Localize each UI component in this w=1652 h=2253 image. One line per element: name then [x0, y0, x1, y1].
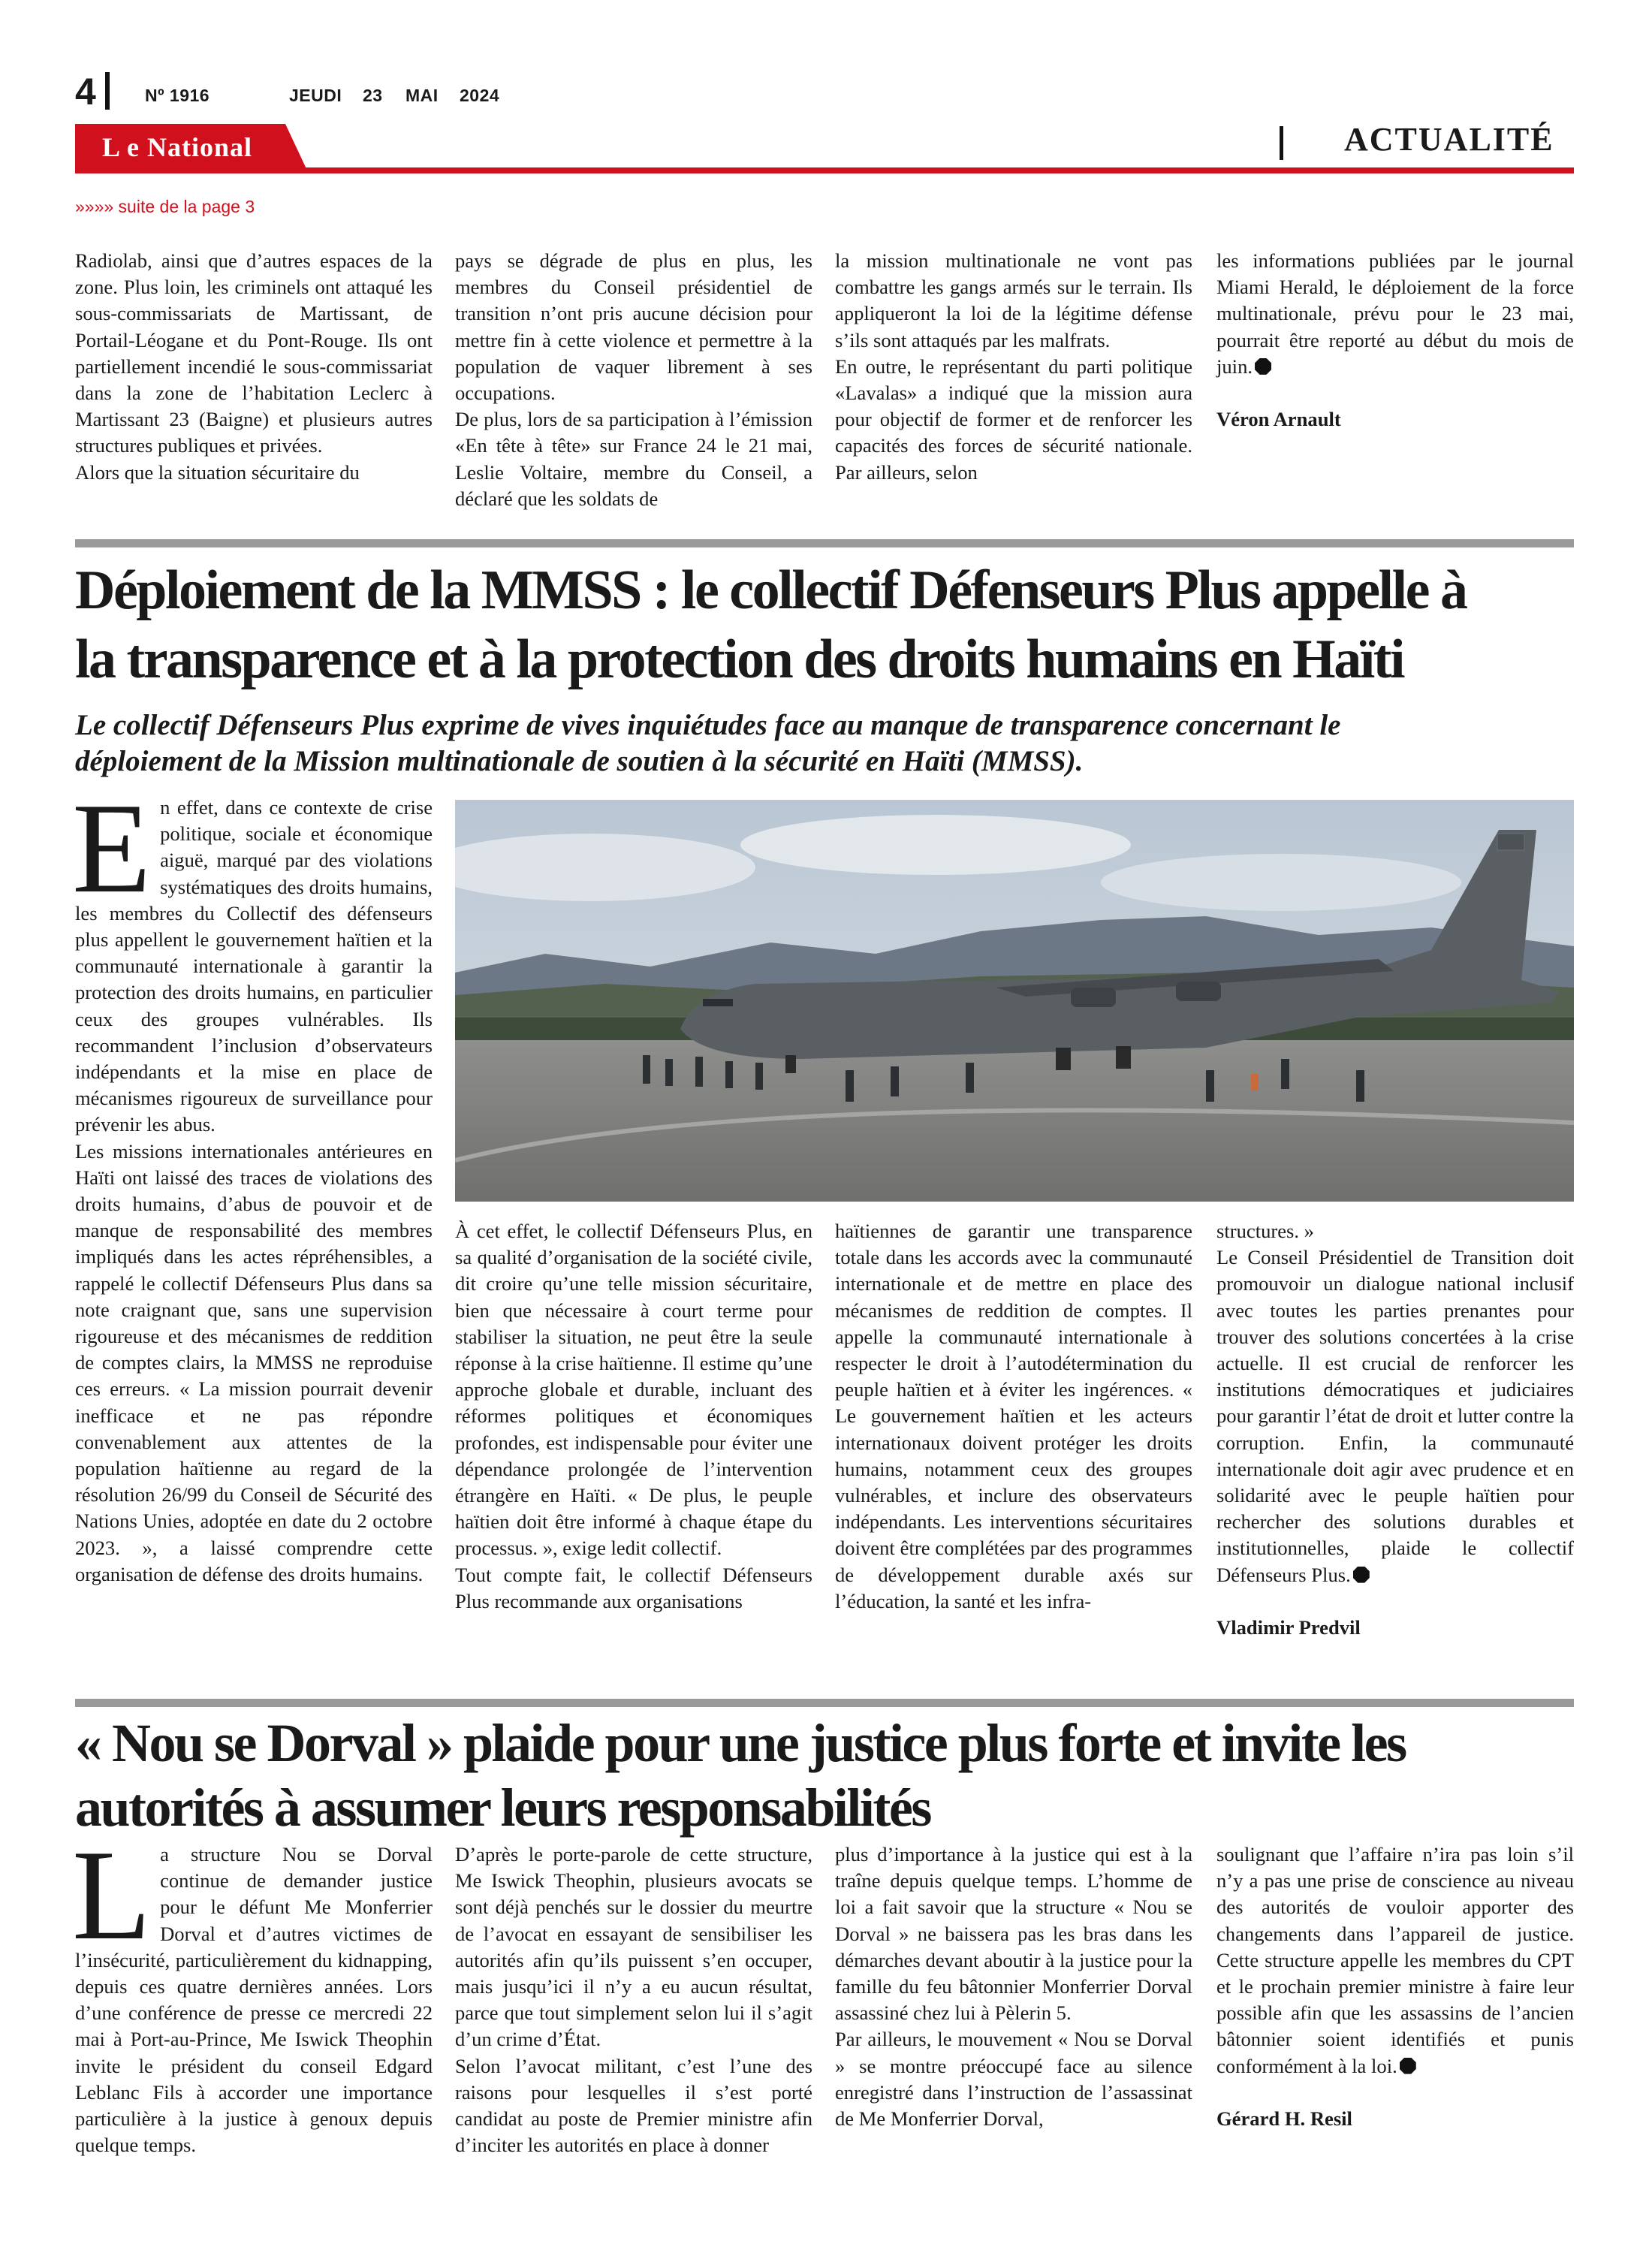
issue-month: MAI [405, 86, 439, 105]
author-byline: Véron Arnault [1216, 408, 1341, 431]
paragraph: haïtiennes de garantir une transparence totale dans les accords avec la communauté internationale et de mettre en place des mécanismes de reddition de comptes. Il appelle la communauté internationale à respecter le droit à l’autodétermination du peuple haïtien et à éviter les ingérences. « Le gouvernement haïtien et les acteurs internationaux doivent protéger les droits humains, notamment ceux des groupes vulnérables, et inclure des observateurs indépendants. Les interventions sécuritaires doivent être complétées par des programmes de développement durable axés sur l’éducation, la santé et les infra- [835, 1220, 1192, 1612]
photo-illustration [455, 800, 1574, 1202]
story3-column-2 [455, 1841, 812, 2158]
paragraph: la mission multinationale ne vont pas combattre les gangs armés sur le terrain. Ils appliqueront la loi de la légitime défense s’ils sont attaqués par les malfrats. [835, 249, 1192, 351]
paragraph: À cet effet, le collectif Défenseurs Plus, en sa qualité d’organisation de la société civile, dit croire qu’une telle mission sécuritaire, bien que nécessaire à court terme pour stabiliser la situation, ne peut être la seule réponse à la crise haïtienne. Il estime qu’une approche globale et durable, incluant des réformes politiques et économiques profondes, est indispensable pour éviter une dépendance prolongée de l’intervention étrangère en Haïti. « De plus, le peuple haïtien doit être informé à chaque étape du processus. », exige ledit collectif. [455, 1220, 812, 1560]
article-headline [75, 1711, 1584, 1840]
headline-line: autorités à assumer leurs responsabilités [75, 1778, 930, 1838]
headline-line: Déploiement de la MMSS : le collectif Défenseurs Plus appelle à [75, 559, 1467, 621]
story1-column-2 [455, 248, 812, 512]
article-standfirst [75, 707, 1577, 780]
story2-column-3 [835, 1218, 1192, 1615]
paragraph: Les missions internationales antérieures en Haïti ont laissé des traces de violations des droits humains, d’abus de pouvoir et de manque de responsabilité des membres impliqués dans les actes répréhensibles, a rappelé le collectif Défenseurs Plus dans sa note craignant que, sans une supervision rigoureuse et des mécanismes de reddition de comptes clairs, la MMSS ne reproduise ces erreurs. « La mission pourrait devenir inefficace et ne pas répondre convenablement aux attentes de la population haïtienne au regard de la résolution 26/99 du Conseil de Sécurité des Nations Unies, adoptée en date du 2 octobre 2023. », a laissé comprendre cette organisation de défense des droits humains. [75, 1139, 433, 1585]
issue-day: JEUDI [289, 86, 342, 105]
paragraph: a structure Nou se Dorval continue de demander justice pour le défunt Me Monferrier Dorval et d’autres victimes de l’insécurité, particulièrement du kidnapping, depuis ces quatre dernières années. Lors d’une conférence de presse ce mercredi 22 mai à Port-au-Prince, Me Iswick Theophin invite le président du conseil Edgard Leblanc Fils à accorder une importance particulière à la justice à genoux depuis quelque temps. [75, 1843, 433, 2157]
section-title: ACTUALITÉ [1344, 121, 1554, 158]
paragraph: En outre, le représentant du parti politique «Lavalas» a indiqué que la mission aura pour objectif de former et de renforcer les capacités des forces de sécurité nationale. Par ailleurs, selon [835, 354, 1192, 484]
story3-column-3 [835, 1841, 1192, 2132]
article-divider [75, 1699, 1574, 1707]
page-number-divider [105, 72, 110, 110]
paragraph: plus d’importance à la justice qui est à la traîne depuis quelque temps. L’homme de loi a fait savoir que la structure « Nou se Dorval » ne baissera pas les bras dans les démarches devant aboutir à la justice pour la famille du feu bâtonnier Monferrier Dorval assassiné chez lui à Pèlerin 5. [835, 1843, 1192, 2025]
story2-column-1 [72, 777, 433, 1588]
masthead-red-rule [75, 167, 1574, 173]
paragraph: Radiolab, ainsi que d’autres espaces de la zone. Plus loin, les criminels ont attaqué les sous-commissariats de Martissant, de Portail-Léogane et du Pont-Rouge. Ils ont partiellement incendié le sous-commissariat dans la zone de l’habitation Leclerc à Martissant 23 (Baigne) et plusieurs autres structures publiques et privées. [75, 249, 433, 457]
section-divider [1280, 126, 1283, 160]
story2-column-4 [1216, 1218, 1574, 1641]
paragraph: D’après le porte-parole de cette structure, Me Iswick Theophin, plusieurs avocats se sont déjà penchés sur le dossier du meurtre de l’avocat en essayant de sensibiliser les autorités afin qu’ils puissent s’en occuper, mais jusqu’ici il n’y a eu aucun résultat, parce que tout simplement selon lui il s’agit d’un crime d’État. [455, 1843, 812, 2051]
headline-line: la transparence et à la protection des droits humains en Haïti [75, 629, 1403, 690]
issue-number: Nº 1916 [145, 86, 210, 105]
page-number: 4 [75, 71, 96, 113]
standfirst-line: Le collectif Défenseurs Plus exprime de vives inquiétudes face au manque de transparence concernant le [75, 709, 1341, 741]
drop-cap: E [72, 777, 152, 920]
paragraph: les informations publiées par le journal Miami Herald, le déploiement de la force multinationale, prévu pour le 23 mai, pourrait être reporté au début du mois de juin. [1216, 249, 1574, 378]
author-byline: Gérard H. Resil [1216, 2107, 1352, 2130]
paragraph: soulignant que l’affaire n’ira pas loin s’il n’y a pas une prise de conscience au niveau des autorités de vouloir apporter des changements dans l’appareil de justice. Cette structure appelle les membres du CPT et le prochain premier ministre à faire leur possible afin que les assassins de l’ancien bâtonnier soient identifiés et punis conformément à la loi. [1216, 1843, 1574, 2077]
paragraph: Par ailleurs, le mouvement « Nou se Dorval » se montre préoccupé face au silence enregistré dans l’instruction de l’assassinat de Me Monferrier Dorval, [835, 2028, 1192, 2131]
brand-logo: L e National [102, 132, 253, 162]
standfirst-line: déploiement de la Mission multinationale de soutien à la sécurité en Haïti (MMSS). [75, 745, 1084, 777]
end-of-article-icon [1353, 1567, 1370, 1583]
article-headline [75, 556, 1584, 694]
end-of-article-icon [1400, 2058, 1416, 2074]
paragraph: Selon l’avocat militant, c’est l’une des raisons pour lesquelles il s’est porté candidat au poste de Premier ministre afin d’inciter les autorités en place à donner [455, 2054, 812, 2157]
paragraph: structures. » [1216, 1220, 1314, 1242]
continued-from-note: »»»» suite de la page 3 [75, 197, 255, 216]
article-divider [75, 539, 1574, 547]
paragraph: Alors que la situation sécuritaire du [75, 460, 360, 484]
headline-line: « Nou se Dorval » plaide pour une justice plus forte et invite les [75, 1713, 1406, 1773]
issue-date: 23 [363, 86, 383, 105]
paragraph: n effet, dans ce contexte de crise politique, sociale et économique aiguë, marqué par des violations systématiques des droits humains, les membres du Collectif des défenseurs plus appellent le gouvernement haïtien et la communauté internationale à garantir la protection des droits humains, en particulier ceux des groupes vulnérables. Ils recommandent l’inclusion d’observateurs indépendants et la mise en place de mécanismes rigoureux de surveillance pour prévenir les abus. [75, 796, 433, 1136]
story1-column-3 [835, 248, 1192, 486]
aircraft-tarmac-photo [455, 800, 1574, 1202]
story3-column-1 [72, 1824, 433, 2158]
drop-cap: L [72, 1824, 152, 1967]
story3-column-4 [1216, 1841, 1574, 2132]
paragraph: Tout compte fait, le collectif Défenseurs Plus recommande aux organisations [455, 1563, 812, 1612]
paragraph: pays se dégrade de plus en plus, les membres du Conseil présidentiel de transition n’ont pris aucune décision pour mettre fin à cette violence et permettre à la population de vaquer librement à ses occupations. [455, 249, 812, 405]
paragraph: Le Conseil Présidentiel de Transition doit promouvoir un dialogue national inclusif avec toutes les parties prenantes pour trouver des solutions concertées à la crise actuelle. Il est crucial de renforcer les institutions démocratiques et judiciaires pour garantir l’état de droit et lutter contre la corruption. Enfin, la communauté internationale doit agir avec prudence et en solidarité avec le peuple haïtien pour rechercher des solutions durables et institutionnelles, plaide le collectif Défenseurs Plus. [1216, 1246, 1574, 1586]
story2-column-2 [455, 1218, 812, 1615]
issue-year: 2024 [460, 86, 500, 105]
end-of-article-icon [1255, 358, 1271, 375]
author-byline: Vladimir Predvil [1216, 1615, 1361, 1639]
paragraph: De plus, lors de sa participation à l’émission «En tête à tête» sur France 24 le 21 mai, Leslie Voltaire, membre du Conseil, a déclaré que les soldats de [455, 408, 812, 510]
story1-column-1 [75, 248, 433, 486]
story1-column-4 [1216, 248, 1574, 433]
